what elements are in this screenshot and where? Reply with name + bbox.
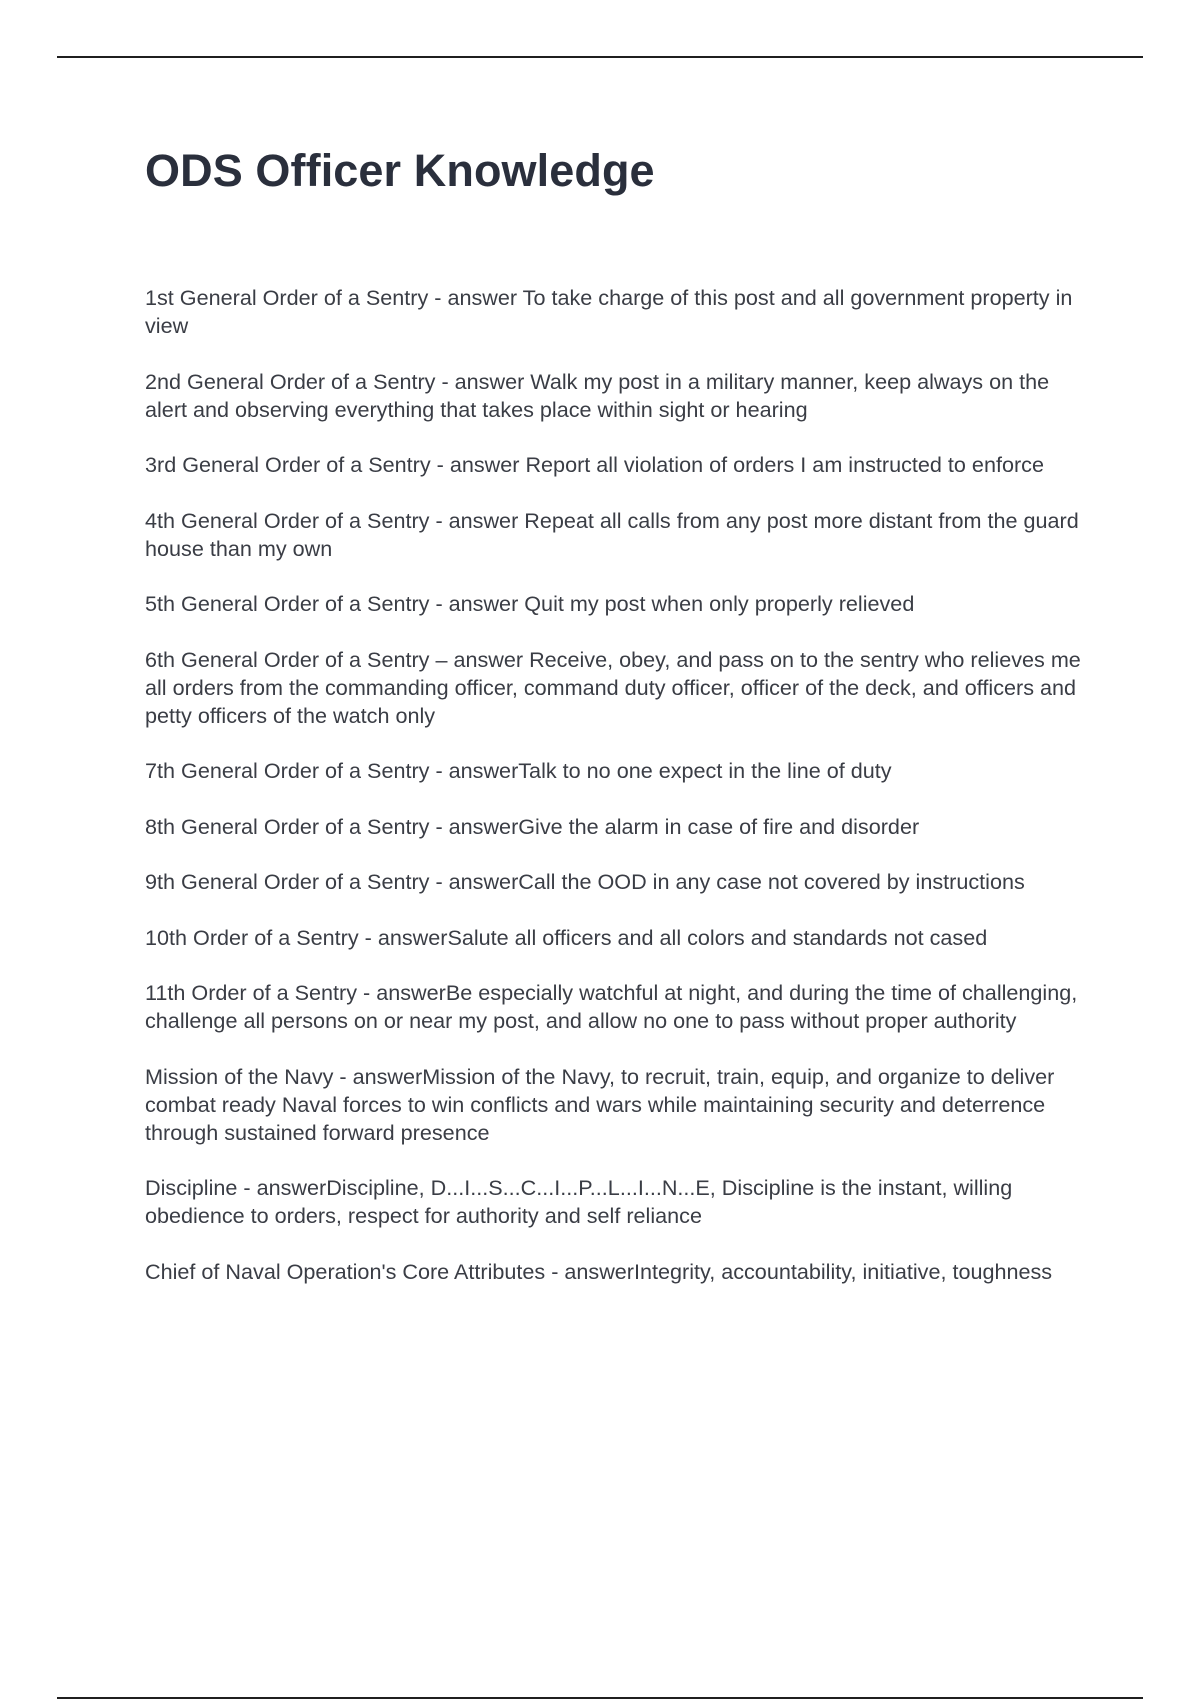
- qa-entry-3: 3rd General Order of a Sentry - answer Report all violation of orders I am instructed to enforce: [145, 452, 1044, 477]
- qa-entry-14: Chief of Naval Operation's Core Attributes - answerIntegrity, accountability, initiative, toughness: [145, 1258, 1053, 1284]
- header-rule: [57, 56, 1143, 58]
- qa-entry-9: 9th General Order of a Sentry - answerCall the OOD in any case not covered by instructions: [145, 869, 1025, 894]
- qa-entry-1: 1st General Order of a Sentry - answer To take charge of this post and all government property in view: [145, 285, 1073, 338]
- qa-entry-11: 11th Order of a Sentry - answerBe especially watchful at night, and during the time of challenging, challenge all persons on or near my post, and allow no one to pass without proper authority: [145, 980, 1078, 1033]
- qa-entry-12: Mission of the Navy - answerMission of the Navy, to recruit, train, equip, and organize to deliver combat ready Naval forces to win conflicts and wars while maintaining security and deterrence through sustained forward presence: [145, 1063, 1055, 1145]
- qa-list: [145, 284, 1093, 1313]
- qa-entry-4: 4th General Order of a Sentry - answer Repeat all calls from any post more distant from the guard house than my own: [145, 507, 1079, 561]
- document-title: ODS Officer Knowledge: [145, 145, 655, 196]
- qa-entry-5: 5th General Order of a Sentry - answer Quit my post when only properly relieved: [145, 591, 915, 616]
- qa-entry-10: 10th Order of a Sentry - answerSalute all officers and all colors and standards not cased: [145, 924, 988, 950]
- qa-entry-13: Discipline - answerDiscipline, D...I...S...C...I...P...L...I...N...E, Discipline is the instant, willing obedience to orders, respect for authority and self reliance: [145, 1175, 1013, 1228]
- qa-entry-8: 8th General Order of a Sentry - answerGive the alarm in case of fire and disorder: [145, 813, 920, 839]
- qa-entry-2: 2nd General Order of a Sentry - answer Walk my post in a military manner, keep always on the alert and observing everything that takes place within sight or hearing: [145, 368, 1050, 422]
- footer-rule: [57, 1697, 1143, 1699]
- qa-entry-7: 7th General Order of a Sentry - answerTalk to no one expect in the line of duty: [145, 758, 892, 783]
- qa-entry-6: 6th General Order of a Sentry – answer Receive, obey, and pass on to the sentry who relieves me all orders from the commanding officer, command duty officer, officer of the deck, and officers and petty officers of the watch only: [145, 646, 1081, 728]
